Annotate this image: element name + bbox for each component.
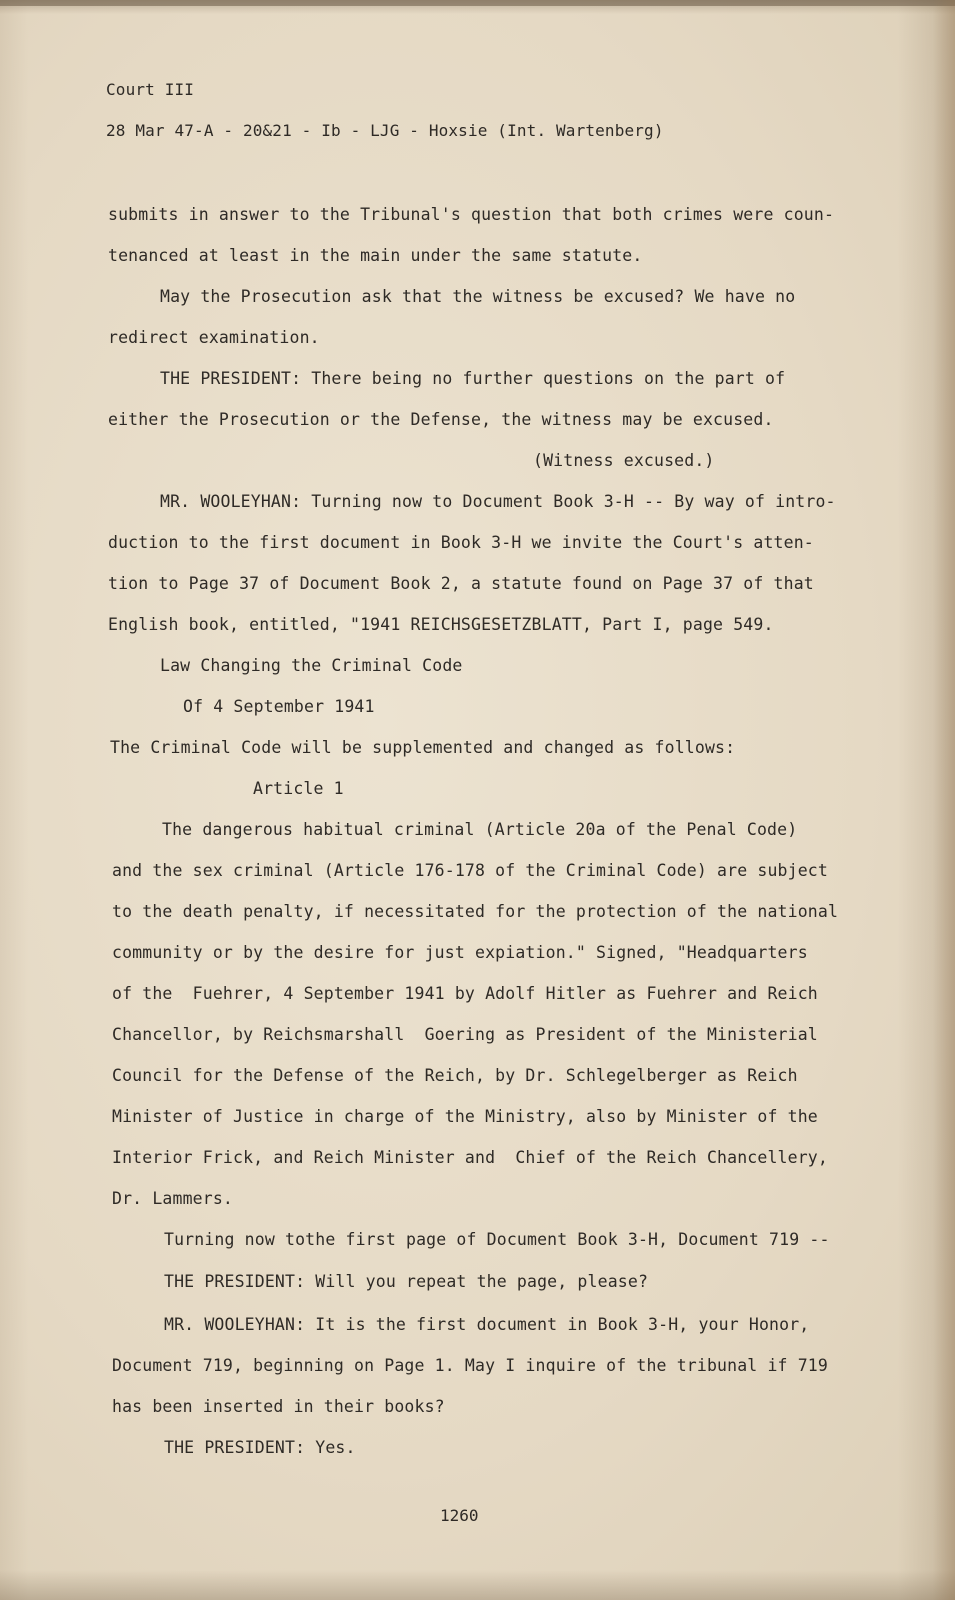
scan-right-edge (933, 0, 955, 1600)
text-line: and the sex criminal (Article 176-178 of the Criminal Code) are subject (112, 861, 828, 880)
text-line: The dangerous habitual criminal (Article 20a of the Penal Code) (162, 820, 798, 839)
text-line: The Criminal Code will be supplemented and changed as follows: (110, 738, 736, 757)
text-line: Interior Frick, and Reich Minister and Chief of the Reich Chancellery, (112, 1148, 828, 1167)
text-line: (Witness excused.) (533, 451, 715, 470)
text-line: Of 4 September 1941 (183, 697, 375, 716)
court-heading: Court III (106, 80, 195, 99)
page-number: 1260 (440, 1506, 479, 1525)
scan-top-edge (0, 0, 955, 6)
text-line: MR. WOOLEYHAN: Turning now to Document Book 3-H -- By way of intro- (160, 492, 836, 511)
text-line: community or by the desire for just expiation." Signed, "Headquarters (112, 943, 808, 962)
session-line: 28 Mar 47-A - 20&21 - Ib - LJG - Hoxsie (Int. Wartenberg) (106, 121, 664, 140)
text-line: Council for the Defense of the Reich, by Dr. Schlegelberger as Reich (112, 1066, 798, 1085)
text-line: has been inserted in their books? (112, 1397, 445, 1416)
text-line: to the death penalty, if necessitated for the protection of the national (112, 902, 839, 921)
text-line: English book, entitled, "1941 REICHSGESETZBLATT, Part I, page 549. (108, 615, 774, 634)
text-line: duction to the first document in Book 3-H we invite the Court's atten- (108, 533, 814, 552)
text-line: either the Prosecution or the Defense, the witness may be excused. (108, 410, 774, 429)
text-line: Article 1 (253, 779, 344, 798)
text-line: Turning now tothe first page of Document Book 3-H, Document 719 -- (164, 1230, 830, 1249)
text-line: Dr. Lammers. (112, 1189, 234, 1208)
text-line: tenanced at least in the main under the same statute. (108, 246, 643, 265)
text-line: tion to Page 37 of Document Book 2, a statute found on Page 37 of that (108, 574, 814, 593)
text-line: THE PRESIDENT: Yes. (164, 1438, 356, 1457)
text-line: MR. WOOLEYHAN: It is the first document in Book 3-H, your Honor, (164, 1315, 810, 1334)
text-line: Minister of Justice in charge of the Ministry, also by Minister of the (112, 1107, 818, 1126)
text-line: THE PRESIDENT: There being no further questions on the part of (160, 369, 786, 388)
text-line: May the Prosecution ask that the witness be excused? We have no (160, 287, 796, 306)
text-line: Document 719, beginning on Page 1. May I inquire of the tribunal if 719 (112, 1356, 828, 1375)
text-line: Chancellor, by Reichsmarshall Goering as President of the Ministerial (112, 1025, 818, 1044)
text-line: THE PRESIDENT: Will you repeat the page, please? (164, 1272, 649, 1291)
text-line: submits in answer to the Tribunal's question that both crimes were coun- (108, 205, 835, 224)
text-line: Law Changing the Criminal Code (160, 656, 463, 675)
text-line: redirect examination. (108, 328, 320, 347)
text-line: of the Fuehrer, 4 September 1941 by Adolf Hitler as Fuehrer and Reich (112, 984, 818, 1003)
